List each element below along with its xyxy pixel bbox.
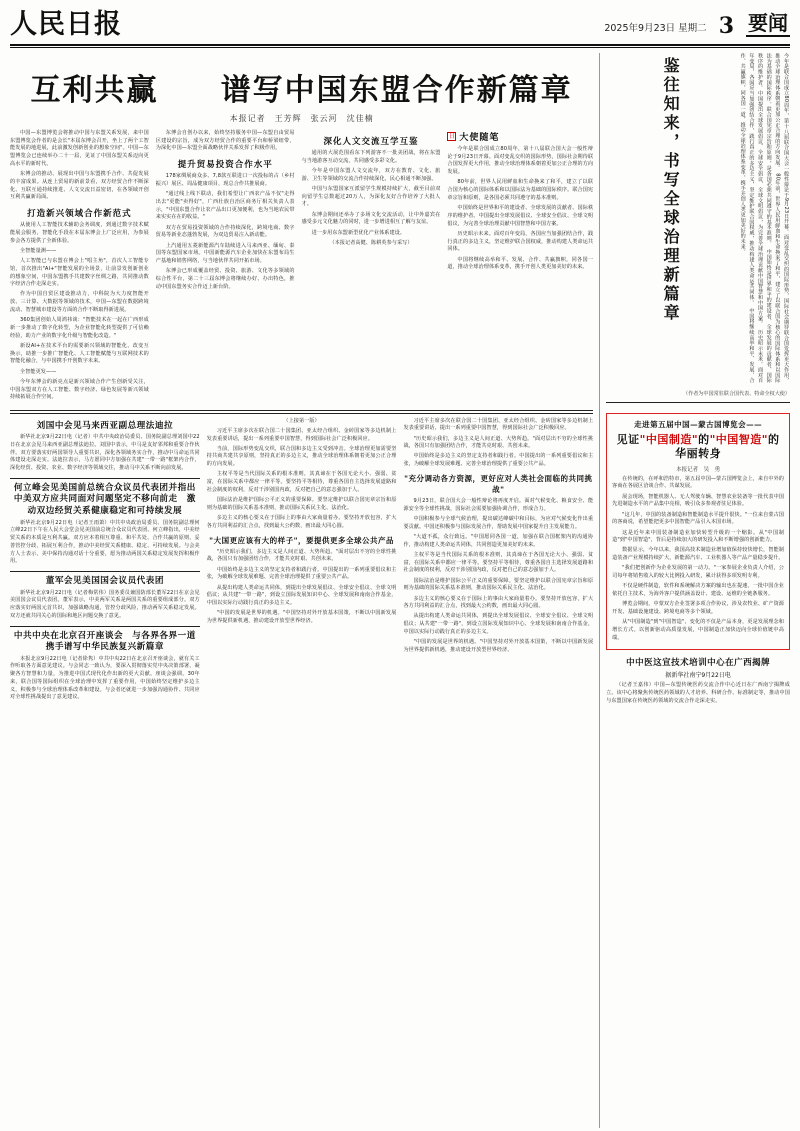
paragraph: 在传统的，在呼和浩特市，第五届中国—蒙古国博览会上，来自中外的客商在各展区洽谈合作、共谋发展。	[612, 475, 784, 490]
right-rail	[599, 53, 790, 1128]
paragraph: 多边主义的核心要义在于国际上的事由大家商量着办。要坚持开放包容，扩大各方共同利益的汇合点，找到最大公约数，画出最大同心圆。	[403, 595, 594, 610]
news-text: （记者梅常伟）国务委员兼国防部长董军22日在京会见美国国会议员代表团。董军表示，中美两军关系是两国关系的重要组成部分。双方应落实好两国元首共识，加强战略沟通，管控分歧风险，推动两军关系稳定发展。双方还就共同关心的国际和地区问题交换了意见。	[10, 589, 200, 619]
paragraph: 今年是联合国成立80周年，第十八届联合国大会一般性辩论于9月23日开幕。面对变乱交织的国际形势，国际社会期待联合国发挥更大作用，推动全球治理体系朝着更加公正合理的方向发展。	[447, 146, 594, 176]
paragraph: "通过线上线下联动，我们希望让广西农产品不仅"走得出去"更能"卖得好"，广西壮族自治区商务厅相关负责人表示，"中国东盟合作让农产品出口更加便利，也为当地农民带来实实在在的收益。"	[155, 191, 295, 221]
lead-subhead-1: 打造新兴领域合作新范式	[27, 209, 132, 220]
lead-headline-left: 互利共赢	[30, 73, 159, 108]
paragraph: 上汽通用五菱新能源汽车陆续进入马来西亚、缅甸、泰国等东盟国家市场。中国新能源汽车企业加快在东盟布局生产基地和销售网络，与当地伙伴共同开拓市场。	[155, 242, 295, 265]
paragraph: 全智能量测——	[20, 247, 57, 254]
paragraph: （记者王嘉伟）中国—东盟传统医药交流合作中心近日在广西南宁揭牌成立。该中心将聚焦传统医药领域的人才培养、科研合作、标准制定等，推动中国与东盟国家在传统医药领域的交流合作走深走实。	[606, 682, 790, 704]
paragraph: 9月23日，联合国大会一般性辩论将再度开启。面对气候变化、粮食安全、能源安全等全球性挑战，国际社会需要加强协调合作，形成合力。	[403, 497, 594, 512]
middle-subhead-1: "大国更应该有大的样子"，要提供更多全球公共产品	[209, 535, 394, 545]
feature-byline: 本报记者 吴 勇	[676, 466, 721, 473]
paragraph: 中国将继续高举和平、发展、合作、共赢旗帜，同各国一道，推动全球治理体系变革，携手开创人类更加美好的未来。	[447, 256, 594, 271]
paragraph: 新设AI+在技术平台的需要新兴领域的智能化、改变互换示，助推一步推广智能化、人工智能赋能与互联网技术的智能化融合，与中国携手开创数字未来。	[10, 342, 149, 365]
lead-subhead-3: 深化人文交流互学互鉴	[323, 137, 419, 147]
paragraph: 多边主义的核心要义在于国际上的事由大家商量着办。要坚持开放包容，扩大各方共同利益的汇合点，找到最大公约数，画出最大同心圆。	[206, 515, 397, 529]
news-divider	[10, 626, 200, 627]
lead-subhead-2: 提升贸易投资合作水平	[177, 160, 273, 171]
lead-article	[10, 130, 593, 405]
paragraph: 国际法治是维护国际公平正义的重要保障。要坚定维护以联合国宪章宗旨和原则为基础的国际关系基本准则，推动国际关系民主化、法治化。	[206, 497, 397, 511]
section-divider	[10, 410, 593, 414]
vertical-essay-block	[606, 53, 790, 387]
feature-body	[612, 476, 784, 643]
paragraph: 展会现场，智能机器人、无人驾驶车辆、智慧农业装备等一批代表中国先进制造水平的产品集中亮相，吸引众多参观者驻足体验。	[612, 493, 784, 508]
masthead-rule	[10, 44, 790, 46]
news-text: （记者徐隽）中共中央22日在北京召开座谈会，就有关工作听取各方面意见建议。与会同志一致认为，要深入贯彻落实党中央决策部署，凝聚各方智慧和力量，为推进中国式现代化作出新的更大贡献。座谈会强调，30年来，联合国等国际组织在全球治理中发挥了重要作用，中国始终坚定维护多边主义，积极参与全球治理体系改革和建设。与会者还就进一步加强沟通协作、共同应对全球性挑战提出了意见建议。	[10, 655, 200, 701]
news-body	[10, 520, 200, 566]
paragraph: 不仅是硬件制造，软件和系统解决方案的输出也在提速。一批中国企业依托自主技术，为海外客户提供涵盖设计、建设、运维的全链条服务。	[612, 583, 784, 598]
paragraph: 从使用人工智能技术辅助会务调度，到通过数字技术赋能展会服务，智能化手段在本届东博会上广泛应用，为参展参会各方提供了全新体验。	[10, 222, 149, 244]
dateline: 新华社北京9月22日电	[20, 434, 73, 441]
feature-title-mid: 的	[698, 433, 710, 446]
paragraph: 通用的大展范围看东下列游客不一批美团战，将在东盟与当地游客互动交流，共同感受多彩文化。	[301, 150, 441, 164]
dateline: 本报北京9月22日电	[20, 655, 67, 662]
continuation-body-1	[207, 418, 397, 531]
lead-headline	[10, 65, 593, 109]
feature-article-col-2	[403, 418, 593, 1128]
lead-body-1	[10, 130, 149, 202]
masthead-rule-thin	[10, 47, 790, 48]
paragraph: 从提出构建人类命运共同体，到提出全球发展倡议、全球安全倡议、全球文明倡议；从共建"一带一路"，到设立国际发展知识中心、全球发展和南南合作基金，中国以实际行动践行真正的多边主义。	[206, 584, 397, 606]
paragraph: 数据显示，今年以来，我国高技术制造业增加值保持较快增长，智能制造装备产业规模持续扩大，新能源汽车、工业机器人等产品产量稳步提升。	[612, 547, 784, 562]
paragraph: 178家绸展商众多、7,8款互联进口一次投标的占（乡村振兴）展区、周品健康项目，现总合作共推展商。	[155, 173, 295, 187]
lead-headline-right: 谱写中国东盟合作新篇章	[220, 73, 573, 108]
lower-grid	[10, 418, 593, 1128]
feature-title	[612, 433, 784, 462]
paragraph: 从"中国制造"到"中国智造"，变化的不仅是产品本身，更是发展理念和增长方式。以创新驱动高质量发展，中国制造正加快迈向全球价值链中高端。	[612, 619, 784, 641]
essay-signature: （作者为中国常驻联合国代表、特命全权大使）	[683, 391, 790, 397]
paragraph: "大道不孤，众行致远。"中国愿同各国一道，加强在联合国框架内的沟通协作，推动构建人类命运共同体，共同创造更加美好的未来。	[403, 533, 594, 548]
section-name: 要闻	[748, 11, 788, 35]
newspaper-logo: 人民日报	[10, 9, 122, 40]
paragraph: 东博会期间还举办了多场文化交流活动，让中外嘉宾在感受多元文化魅力的同时，进一步增进相互了解与友谊。	[301, 211, 441, 226]
paragraph: 历史昭示未来。面对百年变局，各国应当加强团结合作，践行真正的多边主义，坚定维护联合国权威，推动构建人类命运共同体。	[447, 230, 594, 253]
news-title: 董军会见美国国会议员代表团	[45, 575, 164, 586]
paragraph: 当前，国际形势变乱交织，联合国和多边主义受到冲击。全球治理更加需要坚持共商共建共享原则，坚持真正的多边主义，推动全球治理体系朝着更加公正合理的方向发展。	[206, 445, 397, 468]
dateline: 新华社北京9月22日电	[20, 519, 73, 526]
ambassador-essay	[447, 130, 593, 405]
bottom-news-title: 中中医这宣技术培训中心在广西揭牌	[626, 658, 771, 669]
news-body	[10, 656, 200, 702]
news-body	[10, 434, 200, 473]
paragraph: 主权平等是当代国际关系的根本准则，其真谛在于各国无论大小、强弱、贫富，在国际关系中都应一律平等。要坚持平等相待，尊重各国自主选择发展道路和社会制度的权利，反对干涉别国内政，反对把自己的意志强加于人。	[403, 551, 594, 574]
article-credit: （本报记者高健、陈耕英参与采写）	[329, 239, 413, 246]
bottom-news-source: 据新华社南宁9月22日电	[665, 672, 731, 680]
feature-title-prefix: 见证	[616, 433, 640, 446]
paragraph: 从提出构建人类命运共同体，到提出全球发展倡议、全球安全倡议、全球文明倡议；从共建"一带一路"，到设立国际发展知识中心、全球发展和南南合作基金，中国以实际行动践行真正的多边主义。	[403, 613, 594, 635]
paragraph: "历史昭示我们，多边主义是人间正道、大势所趋。"面对层出不穷的全球性挑战，各国只有加强团结合作，才能共克时艰、共创未来。	[206, 548, 397, 563]
essay-section-title: 大使随笔	[459, 133, 500, 143]
paragraph: 今年是中国东盟人文交流年，双方在教育、文化、旅游、卫生等领域的交流合作持续深化，民心相通不断加强。	[301, 167, 441, 182]
paragraph: "这几年，中国的装备制造和智能制造水平提升很快。"一位来自蒙古国的客商说，希望能把更多中国智能产品引入本国市场。	[612, 511, 784, 526]
continuation-body-3	[403, 418, 593, 469]
paragraph: 今年东博会的新亮点是新兴领域合作产生创新受关注，中国东盟双方在人工智能、数字经济、绿色发展等新兴领域持续拓展合作空间。	[10, 378, 149, 401]
paragraph: 国际法治是维护国际公平正义的重要保障。要坚定维护以联合国宪章宗旨和原则为基础的国际关系基本准则，推动国际关系民主化、法治化。	[403, 577, 594, 592]
continuation-body-2	[207, 549, 397, 626]
bottom-news-body	[606, 682, 790, 705]
continuation-body-4	[403, 498, 593, 655]
paragraph	[10, 656, 200, 702]
news-divider	[10, 478, 200, 479]
lead-col-1	[10, 130, 149, 405]
feature-kicker: 走进第五届中国—蒙古国博览会——	[634, 420, 763, 429]
paragraph: 主权平等是当代国际关系的根本准则，其真谛在于各国无论大小、强弱、贫富，在国际关系中都应一律平等。要坚持平等相待，尊重各国自主选择发展道路和社会制度的权利，反对干涉别国内政，反对把自己的意志强加于人。	[206, 471, 397, 493]
paragraph: "中国的发展是世界的机遇。"中国坚持对外开放基本国策，不断以中国新发展为世界提供新机遇，推动建设开放型世界经济。	[206, 610, 397, 624]
feature-article-col-1	[207, 418, 397, 1128]
paragraph: "历史昭示我们，多边主义是人间正道、大势所趋。"面对层出不穷的全球性挑战，各国只有加强团结合作，才能共克时艰、共创未来。	[403, 435, 594, 450]
masthead	[10, 6, 790, 40]
paragraph: 双方在贸易投资领域的合作持续深化，跨境电商、数字贸易等新业态蓬勃发展，为双边贸易注入新动能。	[155, 224, 295, 239]
paragraph: 中国始终是世界和平的建设者、全球发展的贡献者、国际秩序的维护者。中国提出全球发展倡议、全球安全倡议、全球文明倡议，为完善全球治理贡献中国智慧和中国方案。	[447, 205, 594, 227]
paragraph	[10, 590, 200, 621]
lead-section-1-body	[10, 222, 149, 402]
news-text: （记者）中共中央政治局委员、国务院副总理刘国中22日在北京会见马来西亚副总理法迪拉。刘国中表示，中马是友好邻邦和重要合作伙伴。双方要落实好两国领导人重要共识，深化各领域务实合作，推动中马命运共同体建设走深走实。法迪拉表示，马方愿同中方加强在共建"一带一路"框架内合作，深化经贸、投资、农业、数字经济等领域交往，推动马中关系不断向前发展。	[10, 434, 200, 472]
vertical-headline: 鉴往知来，书写全球治理新篇章	[661, 57, 681, 323]
middle-subhead-2: "充分调动各方资源，更好应对人类社会面临的共同挑战"	[404, 473, 593, 494]
news-text: （记者王雨萧）中共中央政治局委员、国务院副总理何立峰22日下午在人民大会堂会见美国前总统合众议员代表团。何立峰指出，中美经贸关系的本质是互利共赢。双方应本着相互尊重、和平共处、合作共赢的原则，妥善管控分歧，拓展互利合作，推动中美经贸关系健康、稳定、可持续发展。与会美方人士表示，美中保持沟通对话十分重要，愿为推动两国关系稳定发展发挥积极作用。	[10, 519, 200, 565]
paragraph: "我们把创新作为企业发展的第一动力。"一家参展企业负责人介绍，公司每年将销售收入的较大比例投入研发，累计获得多项发明专利。	[612, 565, 784, 580]
masthead-right	[604, 13, 790, 40]
paragraph	[10, 434, 200, 473]
paragraph: 进一步用东东盟新型优化产业体系建设。	[311, 229, 406, 236]
lead-body-2	[156, 130, 295, 153]
bottom-news-block	[606, 656, 790, 708]
paragraph: 东博会自创办以来，始终坚持服务中国—东盟自由贸易区建设的宗旨，成为双方经贸合作的重要平台和桥梁纽带，为深化中国—东盟全面战略伙伴关系发挥了积极作用。	[155, 130, 295, 152]
news-title: 中共中央在北京召开座谈会 与各界各界一道携手谱写中华民族复兴新篇章	[13, 630, 196, 653]
lead-section-2-body	[156, 173, 295, 291]
lead-col-3	[302, 130, 441, 405]
vertical-essay-body: 今年是联合国成立80周年，第十八届联合国大会一般性辩论于9月23日开幕。面对变乱交织的国际形势，国际社会期待联合国发挥更大作用，推动全球治理体系朝着更加公正合理的方向发展。 80年前，世界人民用鲜血和生命换来了和平，建立了以联合国为核心的国际体系和以国际法为基础的国际秩序。联合国宪章宗旨和原则，是各国必须共同遵守的基本准则。 中国始终是世界和平的建设者、全球发展的贡献者、国际秩序的维护者。中国提出全球发展倡议、全球安全倡议、全球文明倡议，为完善全球治理贡献中国智慧和中国方案。 历史昭示未来。面对百年变局，各国应当加强团结合作，践行真正的多边主义，坚定维护联合国权威，推动构建人类命运共同体。 中国将继续高举和平、发展、合作、共赢旗帜，同各国一道，推动全球治理体系变革，携手开创人类更加美好的未来。	[739, 53, 789, 383]
feature-title-quote-1: "中国制造"	[639, 433, 699, 446]
rail-divider	[606, 402, 790, 403]
news-divider	[10, 571, 200, 572]
paragraph: 作为中国自贸区建设推动力，中科院为大力度智能开放、三计算、大数据等领域的技术，中国—东盟在数据跨境流动、智慧城市建设等方面的合作不断取得新进展。	[10, 291, 149, 313]
feature-title-quote-2: "中国智造"	[709, 433, 769, 446]
paragraph: 东博会已形成覆盖经贸、投资、旅游、文化等多领域的综合性平台，第二十三届东博会将继续办好、办出特色，推动中国东盟务实合作迈上新台阶。	[155, 268, 295, 290]
page-body	[10, 53, 790, 1128]
news-title: 刘国中会见马来西亚副总理法迪拉	[36, 420, 174, 431]
essay-marker-icon: 日	[448, 133, 455, 140]
paragraph: 习近平主席多次在联合国二十国集团、亚太经合组织、金砖国家等多边机制上发表重要讲话，提出一系列重要中国智慧，得到国际社会广泛积极回应。	[403, 417, 594, 432]
main-column	[10, 53, 593, 1128]
paragraph: 这是近年来中国装备制造业加快转型升级的一个缩影。从"中国制造"到"中国智造"，背后是持续加大的研发投入和不断增强的创新能力。	[612, 529, 784, 544]
essay-header	[447, 130, 593, 143]
paragraph: 博览会期间，中蒙双方企业签署多项合作协议，涉及农牧业、矿产资源开发、基础设施建设、跨境电商等多个领域。	[612, 601, 784, 616]
paragraph: 360集团创始人周鸿祎谈："智能技术在一起在广西形成新一步推动了数字化转型，为企业智能化转型提供了可信赖经验，助力产业的数字化升级与智能化改造。"	[10, 317, 149, 339]
essay-body	[447, 146, 593, 272]
news-title: 何立峰会见美国前总统合众议员代表团并指出 中美双方应共同面对问题坚定不移向前走 激动双边经贸关系健康稳定和可持续发展	[13, 482, 205, 516]
page-number: 3	[718, 13, 734, 39]
paragraph: 中国与东盟国家互派留学生规模持续扩大，截至目前双向留学生总数超过20万人，为深化友好合作培养了大批人才。	[301, 185, 441, 208]
paragraph	[10, 520, 200, 566]
paragraph: 中国始终是多边主义的坚定支持者和践行者。中国提出的一系列重要倡议和主张，为破解全球发展难题、完善全球治理提供了重要公共产品。	[206, 566, 397, 581]
paragraph: 80年前，世界人民用鲜血和生命换来了和平，建立了以联合国为核心的国际体系和以国际法为基础的国际秩序。联合国宪章宗旨和原则，是各国必须共同遵守的基本准则。	[447, 179, 594, 201]
lead-section-3-body	[302, 150, 441, 248]
feature-title-suffix: 的华丽转身	[675, 433, 780, 461]
dateline: 新华社北京9月22日电	[20, 589, 73, 596]
paragraph: 人工智能已与东盟在博会上"唱主角"，首次人工智能专馆，首次推出"AI+"智能发展的全场景，让前景发创新创业的想象空间，中国东盟携手共建数字丝绸之路，共同推动数字经济合作走深走实。	[10, 258, 149, 288]
highlighted-feature	[606, 413, 790, 650]
paragraph: "中国的发展是世界的机遇。"中国坚持对外开放基本国策，不断以中国新发展为世界提供新机遇，推动建设开放型世界经济。	[403, 639, 594, 653]
paragraph: 中国积极参与全球气候治理，提出碳达峰碳中和目标，为应对气候变化作出重要贡献。中国还积极参与国际发展合作，帮助发展中国家提升自主发展能力。	[403, 515, 594, 530]
paragraph: 东博会的推动、展现出中国与东盟携手合作、共促发展的丰富成果。从连上贸易的新前景看，双方经贸合作不断深化、互联互通持续推进、人文交流日益密切，在各领域开创互利共赢新局面。	[10, 171, 149, 201]
paragraph: 中国—东盟博览会将推动中国与东盟关系发展，来中国东盟博览会作者的是会长"本届东博会召开，坐上了两个工智能发展的地进展，此前激发创新创业的想象空间"。中国—东盟博览会已连续举办二十一届，见证了中国东盟关系迈向更高水平的新时代。	[10, 130, 149, 167]
news-body	[10, 590, 200, 621]
lead-byline: 本报记者 王芳辉 张云河 沈佳楠	[229, 114, 374, 123]
lead-col-2	[156, 130, 295, 405]
continuation-kicker: （上接第一版）	[283, 417, 320, 424]
publication-date: 2025年9月23日 星期二	[604, 23, 707, 34]
paragraph: 全智能更发——	[20, 368, 57, 375]
news-briefs-column	[10, 418, 205, 1128]
paragraph: 习近平主席多次在联合国二十国集团、亚太经合组织、金砖国家等多边机制上发表重要讲话，提出一系列重要中国智慧，得到国际社会广泛积极回应。	[206, 427, 397, 442]
paragraph: 中国始终是多边主义的坚定支持者和践行者。中国提出的一系列重要倡议和主张，为破解全球发展难题、完善全球治理提供了重要公共产品。	[403, 453, 594, 468]
